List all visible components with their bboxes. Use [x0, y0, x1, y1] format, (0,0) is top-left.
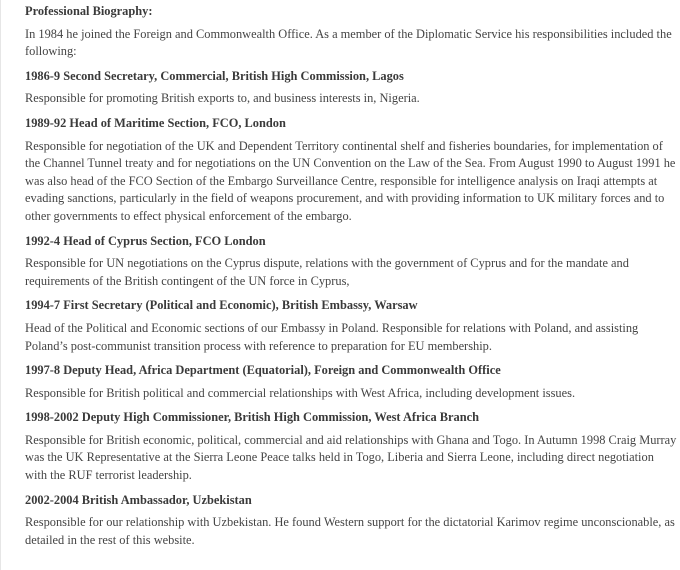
role-heading: 1998-2002 Deputy High Commissioner, British High Commission, West Africa Branch	[25, 410, 479, 425]
role-heading: 1986-9 Second Secretary, Commercial, British High Commission, Lagos	[25, 68, 404, 83]
role-heading: 1989-92 Head of Maritime Section, FCO, London	[25, 115, 286, 130]
role-heading: 1997-8 Deputy Head, Africa Department (Equatorial), Foreign and Commonwealth Office	[25, 363, 501, 378]
role-heading: 2002-2004 British Ambassador, Uzbekistan	[25, 492, 252, 507]
biography-title: Professional Biography:	[25, 4, 153, 18]
role-heading: 1994-7 First Secretary (Political and Economic), British Embassy, Warsaw	[25, 298, 418, 313]
role-description: Responsible for our relationship with Uzbekistan. He found Western support for the dictatorial Karimov regime unconscionable, as detailed in the rest of this website.	[25, 515, 675, 547]
role-description: Responsible for British political and commercial relationships with West Africa, including development issues.	[25, 385, 576, 400]
role-description: Responsible for negotiation of the UK and Dependent Territory continental shelf and fisheries boundaries, for implementation of the Channel Tunnel treaty and for negotiations on the UN Convention on the Law of the Sea. From August 1990 to August 1991 he was also head of the FCO Section of the Embargo Surveillance Centre, responsible for intelligence analysis on Iraqi attempts at evading sanctions, particularly in the field of weapons procurement, and with providing information to UK military forces and to other governments to effect physical enforcement of the embargo.	[25, 138, 676, 223]
biography-intro: In 1984 he joined the Foreign and Commonwealth Office. As a member of the Diplomatic Service his responsibilities included the following:	[25, 26, 672, 59]
role-heading: 1992-4 Head of Cyprus Section, FCO London	[25, 233, 266, 248]
role-description: Responsible for UN negotiations on the Cyprus dispute, relations with the government of Cyprus and for the mandate and requirements of the British contingent of the UN force in Cyprus,	[25, 256, 629, 288]
role-description: Responsible for British economic, political, commercial and aid relationships with Ghana and Togo. In Autumn 1998 Craig Murray was the UK Representative at the Sierra Leone Peace talks held in Togo, Liberia and Sierra Leone, including direct negotiation with the RUF terrorist leadership.	[25, 432, 677, 483]
role-description: Head of the Political and Economic sections of our Embassy in Poland. Responsible for relations with Poland, and assisting Poland’s post-communist transition process with reference to preparation for EU membership.	[25, 320, 639, 353]
role-description: Responsible for promoting British exports to, and business interests in, Nigeria.	[25, 91, 420, 106]
